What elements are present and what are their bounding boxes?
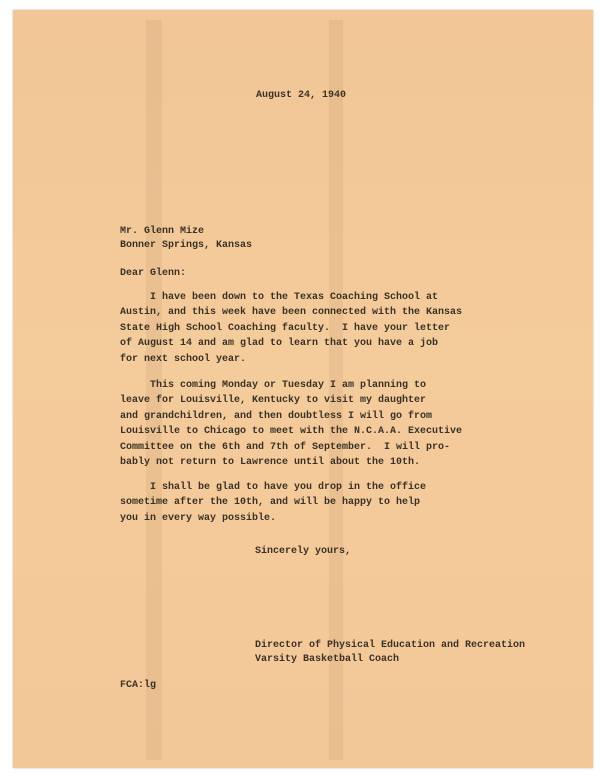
paragraph-line: of August 14 and am glad to learn that you have a job (120, 338, 439, 350)
paragraph-line: State High School Coaching faculty. I have your letter (120, 322, 451, 334)
paragraph-line: for next school year. (120, 353, 247, 365)
signature-title: Varsity Basketball Coach (255, 654, 400, 665)
paragraph-line: This coming Monday or Tuesday I am planning to (120, 380, 427, 391)
paragraph-3 (120, 480, 426, 526)
paragraph-line: and grandchildren, and then doubtless I will go from (120, 410, 433, 422)
paragraph-line: I shall be glad to have you drop in the office (120, 482, 427, 493)
paragraph-2 (120, 378, 462, 470)
paragraph-line: Austin, and this week have been connected with the Kansas (120, 307, 463, 319)
letter-date: August 24, 1940 (256, 90, 347, 101)
paragraph-line: leave for Louisville, Kentucky to visit my daughter (120, 395, 427, 407)
salutation: Dear Glenn: (120, 268, 187, 279)
typist-initials: FCA:lg (120, 680, 157, 691)
paragraph-1 (120, 290, 462, 367)
recipient-address: Bonner Springs, Kansas (120, 240, 253, 251)
paragraph-line: Louisville to Chicago to meet with the N.C.A.A. Executive (120, 426, 463, 438)
paragraph-line: sometime after the 10th, and will be happy to help (120, 497, 421, 509)
recipient-name: Mr. Glenn Mize (120, 226, 205, 237)
paragraph-line: you in every way possible. (120, 512, 277, 524)
signature-title: Director of Physical Education and Recreation (255, 640, 526, 651)
paragraph-line: bably not return to Lawrence until about the 10th. (120, 457, 421, 469)
paragraph-line: I have been down to the Texas Coaching School at (120, 292, 439, 303)
closing: Sincerely yours, (255, 546, 352, 557)
paragraph-line: Committee on the 6th and 7th of September. I will pro- (120, 441, 451, 453)
